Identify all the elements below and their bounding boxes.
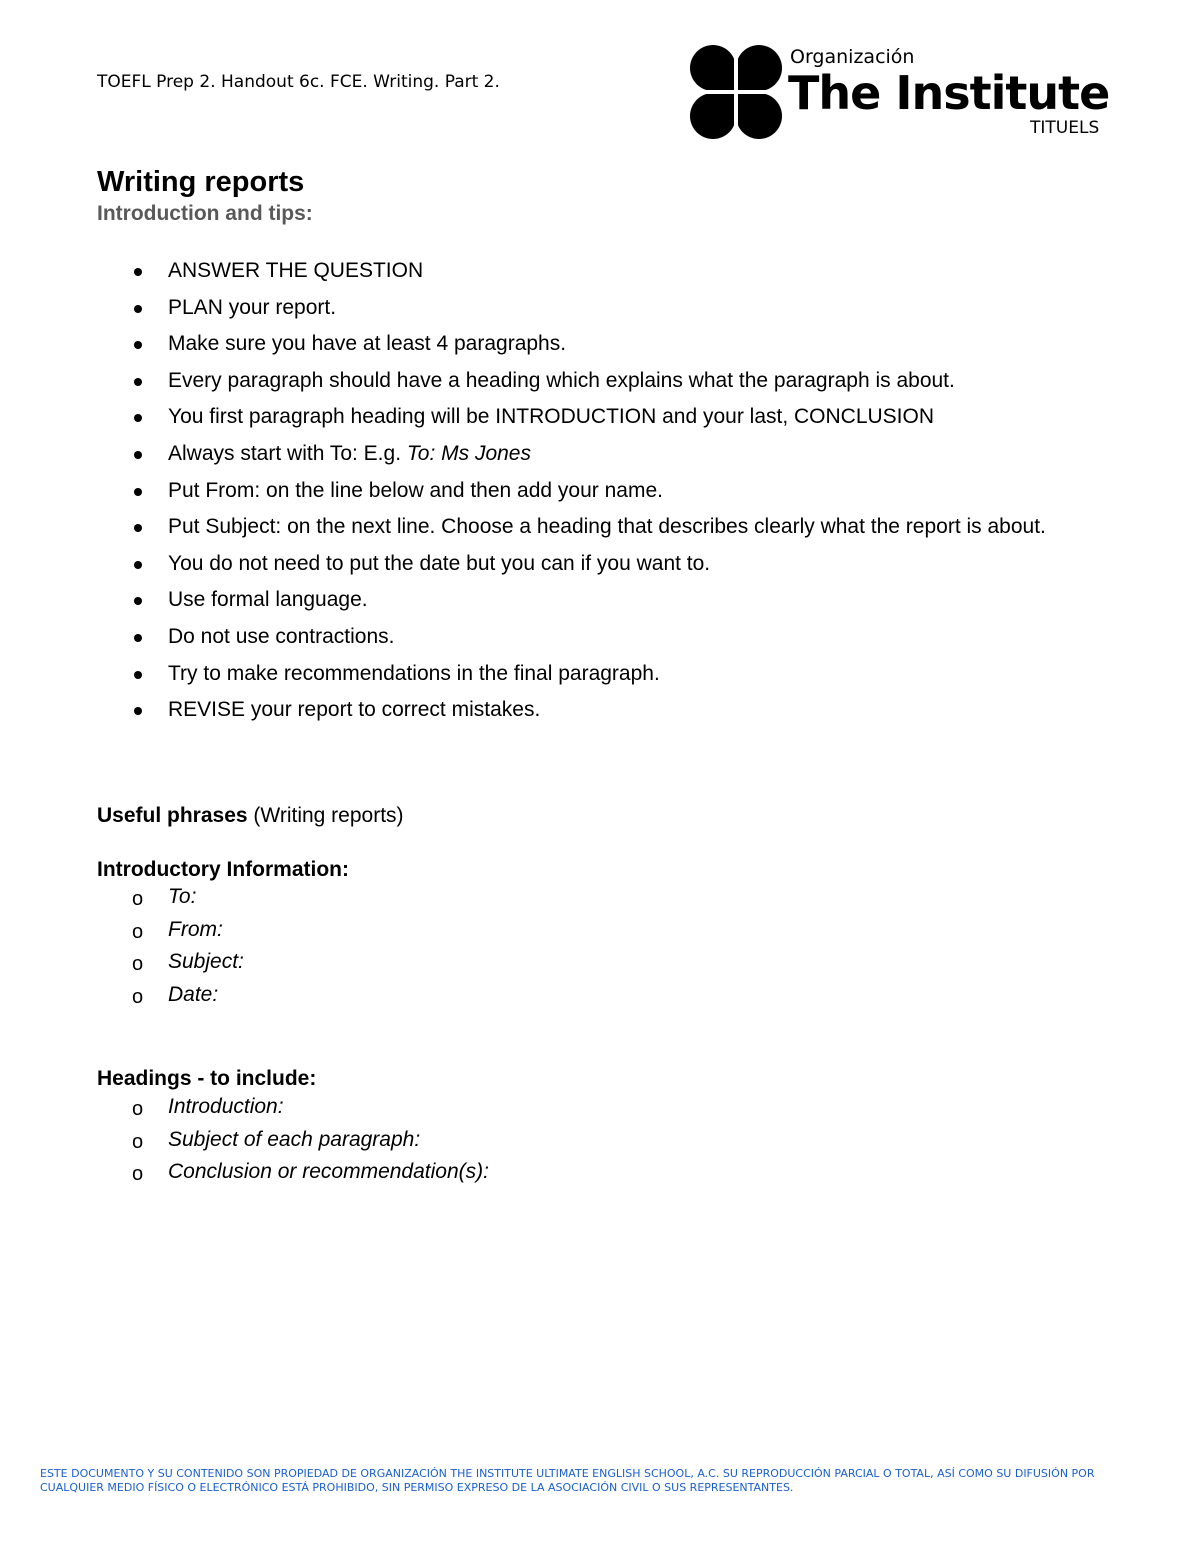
circle-bullet-icon: o xyxy=(132,985,144,1008)
circle-bullet-icon: o xyxy=(132,1098,144,1120)
introductory-heading: Introductory Information: xyxy=(97,858,349,881)
institute-logo xyxy=(690,44,1110,144)
list-item: REVISE your report to correct mistakes. xyxy=(0,697,1088,723)
circle-bullet-icon: o xyxy=(132,1130,144,1153)
headings-heading: Headings - to include: xyxy=(97,1067,317,1090)
bullet-icon xyxy=(134,561,142,569)
list-item: Put Subject: on the next line. Choose a heading that describes clearly what the report is about. xyxy=(0,514,1088,540)
tips-list xyxy=(0,258,1100,734)
bullet-icon xyxy=(134,305,142,313)
bullet-icon xyxy=(134,488,142,496)
circle-bullet-icon: o xyxy=(132,920,144,943)
list-item: o Date: xyxy=(132,982,219,1008)
list-item: Make sure you have at least 4 paragraphs. xyxy=(0,331,1088,357)
bullet-icon xyxy=(134,707,142,715)
bullet-icon xyxy=(134,634,142,642)
bullet-icon xyxy=(134,341,142,349)
list-item: Do not use contractions. xyxy=(0,624,1088,650)
circle-bullet-icon: o xyxy=(132,888,144,910)
list-item: Every paragraph should have a heading which explains what the paragraph is about. xyxy=(0,368,1088,394)
list-item: ANSWER THE QUESTION xyxy=(0,258,1088,284)
page-title: Writing reports xyxy=(97,166,305,198)
logo-name: The Institute xyxy=(788,66,1110,120)
logo-subtitle: TITUELS xyxy=(1030,118,1100,138)
bullet-icon xyxy=(134,268,142,276)
list-item: PLAN your report. xyxy=(0,295,1088,321)
list-item: o To: xyxy=(132,885,197,910)
bullet-icon xyxy=(134,451,142,459)
bullet-icon xyxy=(134,524,142,532)
headings-list xyxy=(0,1094,489,1192)
list-item: You first paragraph heading will be INTRODUCTION and your last, CONCLUSION xyxy=(0,404,1088,430)
clover-logo-icon xyxy=(690,44,782,140)
list-item: Use formal language. xyxy=(0,587,1088,613)
bullet-icon xyxy=(134,597,142,605)
bullet-icon xyxy=(134,378,142,386)
bullet-icon xyxy=(134,414,142,422)
page-subtitle: Introduction and tips: xyxy=(97,202,313,225)
document-reference: TOEFL Prep 2. Handout 6c. FCE. Writing. Part 2. xyxy=(97,72,500,92)
list-item: o Subject of each paragraph: xyxy=(132,1127,421,1153)
list-item: Try to make recommendations in the final paragraph. xyxy=(0,661,1088,687)
list-item: You do not need to put the date but you can if you want to. xyxy=(0,551,1088,577)
list-item: o Subject: xyxy=(132,950,244,975)
useful-phrases-heading: Useful phrases (Writing reports) xyxy=(97,804,404,827)
list-item: o Conclusion or recommendation(s): xyxy=(132,1160,489,1185)
list-item: Put From: on the line below and then add your name. xyxy=(0,478,1088,504)
bullet-icon xyxy=(134,671,142,679)
copyright-footer: ESTE DOCUMENTO Y SU CONTENIDO SON PROPIEDAD DE ORGANIZACIÓN THE INSTITUTE ULTIMATE ENGLISH SCHOOL, A.C. SU REPRODUCCIÓN PARCIAL O TOTAL, ASÍ COMO SU DIFUSIÓN POR CUALQUIER MEDIO FÍSICO O ELECTRÓNICO ESTÁ PROHIBIDO, SIN PERMISO EXPRESO DE LA ASOCIACIÓN CIVIL O SUS REPRESENTANTES. xyxy=(40,1467,1095,1494)
introductory-list xyxy=(0,884,244,1014)
list-item: o From: xyxy=(132,917,223,943)
circle-bullet-icon: o xyxy=(132,953,144,975)
logo-org-label: Organización xyxy=(790,46,915,68)
circle-bullet-icon: o xyxy=(132,1163,144,1185)
list-item: o Introduction: xyxy=(132,1095,284,1120)
list-item: Always start with To: E.g. To: Ms Jones xyxy=(0,441,1088,467)
